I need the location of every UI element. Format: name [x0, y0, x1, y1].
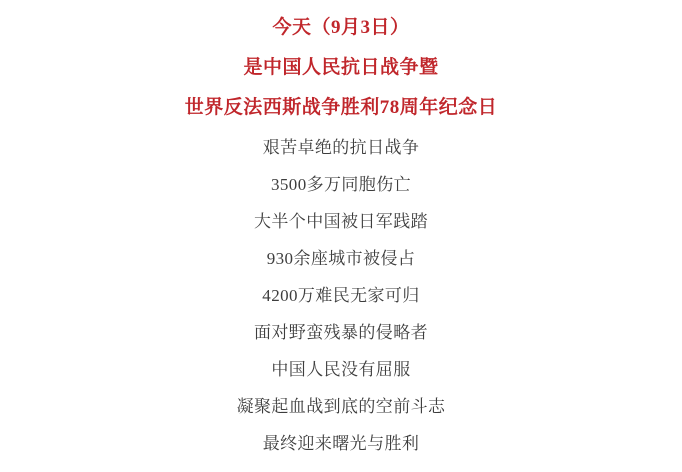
- body-line: 中国人民没有屈服: [271, 360, 411, 379]
- body-line: 大半个中国被日军践踏: [254, 212, 428, 231]
- body-text-block: [0, 139, 682, 472]
- headline-line-1: 今天（9月3日）: [272, 17, 410, 38]
- body-line: 930余座城市被侵占: [266, 249, 416, 268]
- headline-line-2: 是中国人民抗日战争暨: [243, 57, 439, 78]
- body-line: 最终迎来曙光与胜利: [262, 434, 420, 453]
- body-line: 面对野蛮残暴的侵略者: [254, 323, 428, 342]
- body-line: 3500多万同胞伤亡: [271, 175, 411, 194]
- body-line: 艰苦卓绝的抗日战争: [262, 138, 420, 157]
- headline-line-3: 世界反法西斯战争胜利78周年纪念日: [184, 97, 498, 118]
- body-line: 凝聚起血战到底的空前斗志: [236, 397, 446, 416]
- body-line: 4200万难民无家可归: [262, 286, 420, 305]
